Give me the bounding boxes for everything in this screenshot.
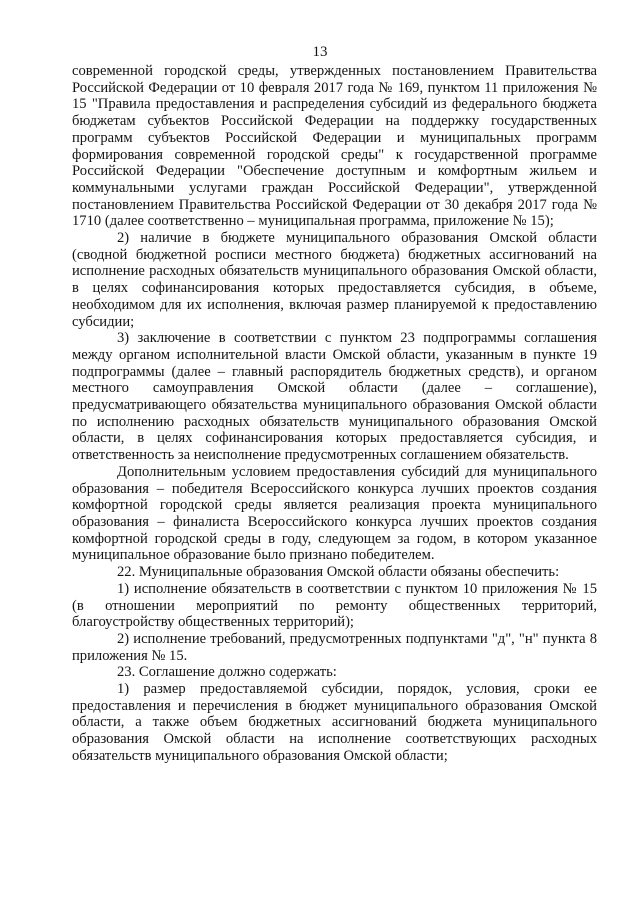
paragraph-additional-condition: Дополнительным условием предоставления субсидий для муниципального образования – победителя Всероссийского конкурса лучших проектов создания комфортной городской среды является реализация проекта муниципального образования – финалиста Всероссийского конкурса лучших проектов создания комфортной городской среды в году, следующем за годом, в котором указанное муниципальное образование было признано победителем. — [72, 463, 597, 564]
paragraph-continuation: современной городской среды, утвержденных постановлением Правительства Российской Федерации от 10 февраля 2017 года № 169, пунктом 11 приложения № 15 "Правила предоставления и распределения субсидий из федерального бюджета бюджетам субъектов Российской Федерации на поддержку государственных программ субъектов Российской Федерации и муниципальных программ формирования современной городской среды" к государственной программе Российской Федерации "Обеспечение доступным и комфортным жильем и коммунальными услугами граждан Российской Федерации", утвержденной постановлением Правительства Российской Федерации от 30 декабря 2017 года № 1710 (далее соответственно – муниципальная программа, приложение № 15); — [72, 63, 597, 230]
paragraph-item-2-budget: 2) наличие в бюджете муниципального образования Омской области (сводной бюджетной росписи местного бюджета) бюджетных ассигнований на исполнение расходных обязательств муниципального образования Омской области, в целях софинансирования которых предоставляется субсидия, в объеме, необходимом для их исполнения, включая размер планируемой к предоставлению субсидии; — [72, 230, 597, 330]
paragraph-section-22: 22. Муниципальные образования Омской области обязаны обеспечить: — [117, 564, 560, 581]
paragraph-section-23: 23. Соглашение должно содержать: — [117, 664, 337, 681]
paragraph-item-3-agreement: 3) заключение в соответствии с пунктом 23 подпрограммы соглашения между органом исполнительной власти Омской области, указанным в пункте 19 подпрограммы (далее – главный распорядитель бюджетных средств), и органом местного самоуправления Омской области (далее – соглашение), предусматривающего обязательства муниципального образования Омской области по исполнению расходных обязательств муниципального образования Омской области, в целях софинансирования которых предоставляется субсидия, и ответственность за неисполнение предусмотренных соглашением обязательств. — [72, 330, 597, 464]
page-number: 13 — [312, 44, 328, 60]
paragraph-22-item-1: 1) исполнение обязательств в соответствии с пунктом 10 приложения № 15 (в отношении мероприятий по ремонту общественных территорий, благоустройству общественных территорий); — [72, 580, 597, 631]
paragraph-23-item-1: 1) размер предоставляемой субсидии, порядок, условия, сроки ее предоставления и перечисления в бюджет муниципального образования Омской области, а также объем бюджетных ассигнований бюджета муниципального образования Омской области на исполнение соответствующих расходных обязательств муниципального образования Омской области; — [72, 681, 597, 764]
document-body — [72, 63, 597, 765]
paragraph-22-item-2: 2) исполнение требований, предусмотренных подпунктами "д", "н" пункта 8 приложения № 15. — [72, 630, 597, 664]
